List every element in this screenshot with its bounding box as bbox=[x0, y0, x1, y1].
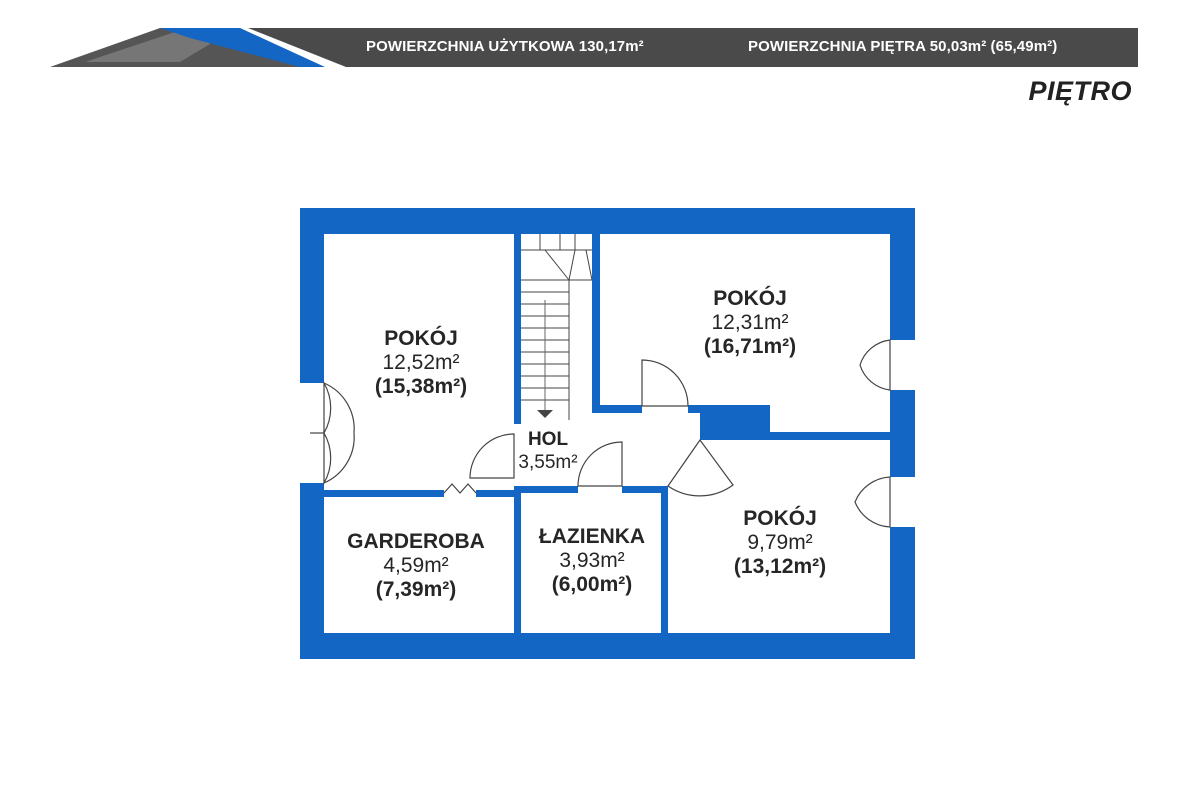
room-name: POKÓJ bbox=[743, 507, 817, 530]
room-total-area: (7,39m²) bbox=[375, 578, 457, 601]
outer-wall-right-top bbox=[890, 208, 915, 340]
door-pokoj2-bottom bbox=[642, 360, 688, 406]
door-pokoj2-right bbox=[860, 340, 890, 390]
wall-block bbox=[700, 405, 770, 433]
room-label-hol bbox=[518, 428, 577, 474]
outer-wall-left-upper bbox=[300, 208, 324, 383]
room-label-pokoj-2 bbox=[704, 287, 796, 359]
room-area: 12,52m² bbox=[382, 351, 460, 374]
wall-pokoj2-bottom-a bbox=[592, 405, 642, 413]
stair-arrow-icon bbox=[537, 410, 553, 418]
staircase bbox=[521, 234, 592, 420]
outer-wall-left-lower bbox=[300, 483, 324, 659]
total-usable-area: POWIERZCHNIA UŻYTKOWA 130,17m² bbox=[366, 38, 644, 55]
wall-pokoj3-top bbox=[700, 432, 890, 440]
room-label-pokoj-3 bbox=[734, 507, 826, 579]
room-area: 4,59m² bbox=[383, 554, 449, 577]
wall-garderoba-top-b bbox=[476, 490, 516, 497]
room-name: POKÓJ bbox=[713, 287, 787, 310]
room-name: HOL bbox=[527, 429, 569, 450]
outer-wall-right-bottom bbox=[890, 527, 915, 659]
room-area: 12,31m² bbox=[711, 311, 789, 334]
room-label-lazienka bbox=[539, 525, 645, 597]
door-pokoj3-right bbox=[855, 477, 890, 527]
wall-pokoj2-left bbox=[592, 234, 600, 412]
door-pokoj3 bbox=[668, 440, 733, 496]
room-label-pokoj-1 bbox=[375, 327, 467, 399]
room-total-area: (6,00m²) bbox=[551, 573, 633, 596]
room-total-area: (15,38m²) bbox=[374, 375, 468, 398]
outer-wall-right-mid bbox=[890, 390, 915, 477]
door-garderoba bbox=[444, 484, 476, 493]
room-area: 9,79m² bbox=[747, 531, 813, 554]
wall-hol-bottom bbox=[514, 486, 578, 493]
door-left-upper bbox=[324, 383, 331, 433]
room-area: 3,55m² bbox=[518, 452, 578, 473]
door-hol bbox=[470, 434, 514, 478]
room-name: POKÓJ bbox=[384, 327, 458, 350]
room-area: 3,93m² bbox=[559, 549, 625, 572]
wall-garderoba-right bbox=[514, 486, 521, 633]
room-total-area: (13,12m²) bbox=[733, 555, 827, 578]
room-label-garderoba bbox=[347, 530, 485, 602]
wall-lazienka-right bbox=[661, 486, 668, 633]
door-lazienka bbox=[578, 442, 622, 486]
room-total-area: (16,71m²) bbox=[703, 335, 797, 358]
floor-area: POWIERZCHNIA PIĘTRA 50,03m² (65,49m²) bbox=[748, 38, 1058, 55]
wall-garderoba-top bbox=[324, 490, 444, 497]
door-left-lower bbox=[324, 433, 331, 483]
floor-name: PIĘTRO bbox=[1028, 76, 1132, 106]
stair-wall-left bbox=[514, 234, 521, 424]
outer-wall-top bbox=[300, 208, 915, 234]
outer-wall-bottom bbox=[300, 633, 915, 659]
room-name: ŁAZIENKA bbox=[538, 525, 646, 548]
room-name: GARDEROBA bbox=[347, 530, 485, 553]
